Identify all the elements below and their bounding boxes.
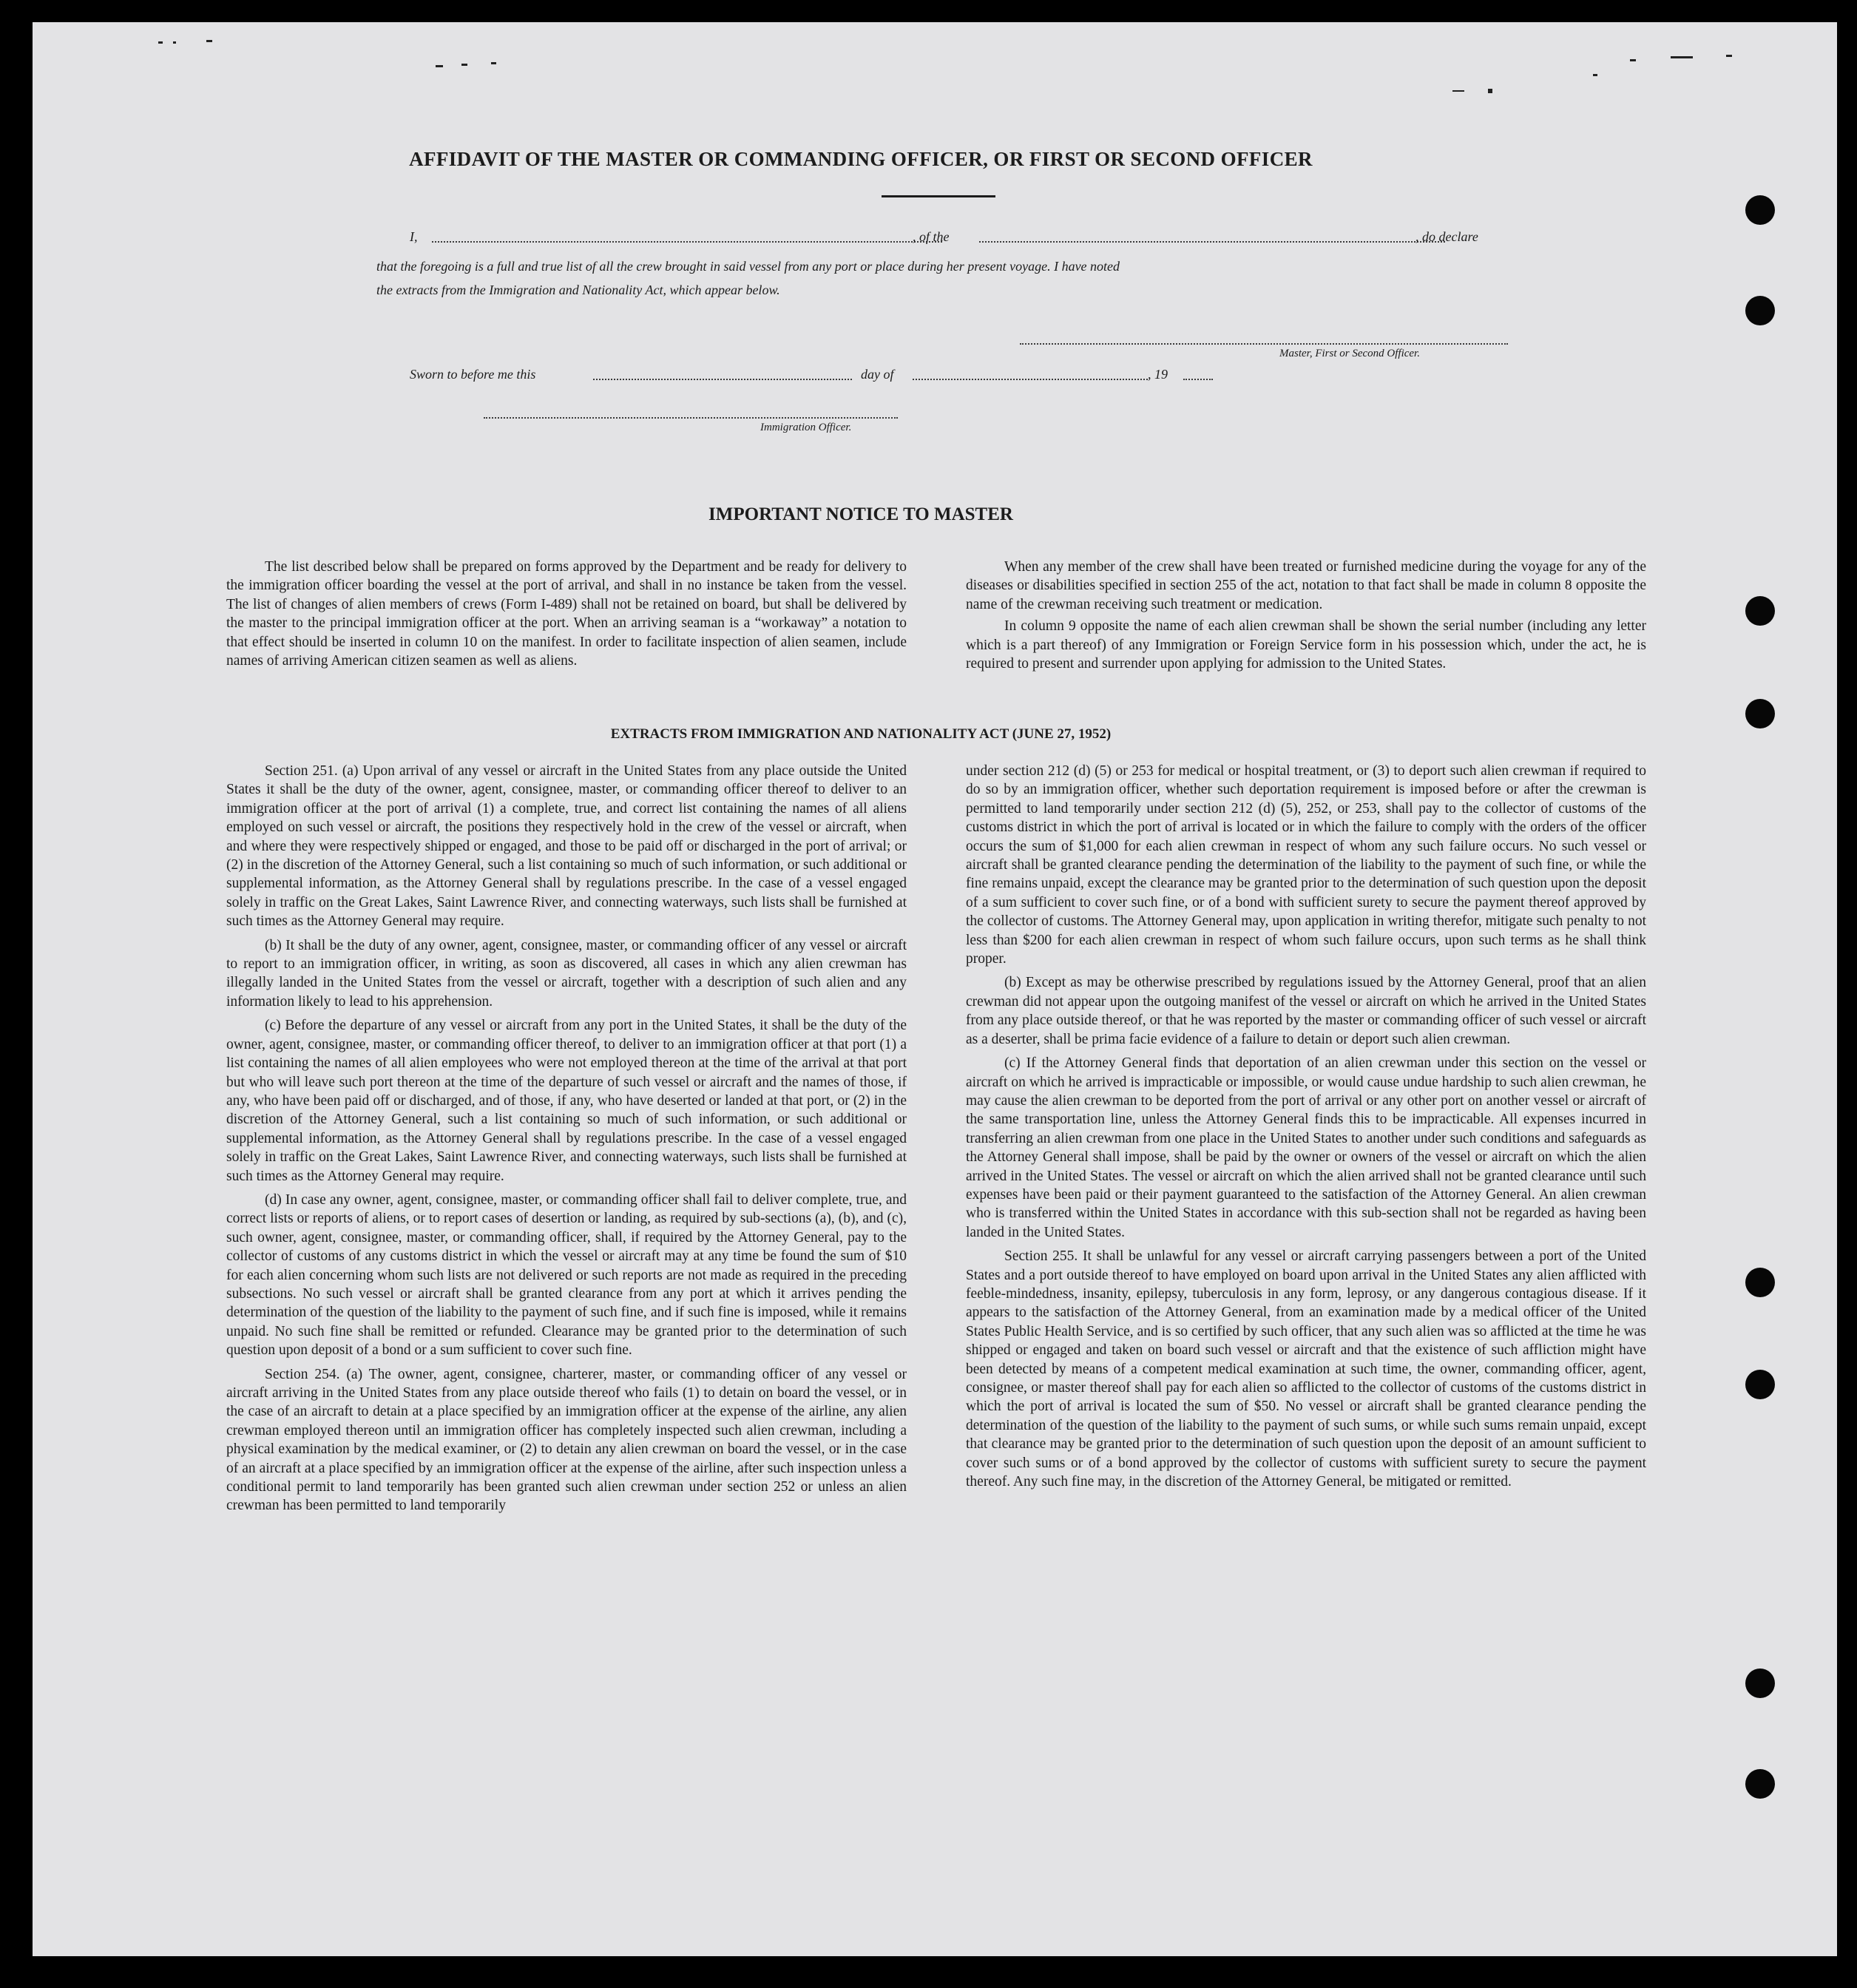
act-section-paragraph: (b) Except as may be otherwise prescribed by regulations issued by the Attorney General, proof that an alien crewman did not appear upon the outgoing manifest of the vessel or aircraft on which he arrived in the United States from any place outside thereof, or that he was reported by the master or commanding officer of such vessel or aircraft as a deserter, shall be prima facie evidence of a failure to detain or deport such alien crewman. <box>966 975 1646 1047</box>
scan-mark <box>1630 59 1636 61</box>
act-section-paragraph: (b) It shall be the duty of any owner, agent, consignee, master, or commanding officer of any vessel or aircraft to report to an immigration officer, in writing, as soon as discovered, all cases in which any alien crewman has illegally landed in the United States from the vessel or aircraft, together with a description of such alien and any information likely to lead to his apprehension. <box>226 937 907 1010</box>
master-signature-caption: Master, First or Second Officer. <box>1279 348 1420 359</box>
punch-hole <box>1745 195 1775 225</box>
scan-mark <box>1671 56 1693 58</box>
sworn-label: Sworn to before me this <box>410 367 536 382</box>
punch-hole <box>1745 699 1775 728</box>
punch-hole <box>1745 1769 1775 1799</box>
punch-hole <box>1745 296 1775 325</box>
vessel-name-line[interactable] <box>979 241 1445 243</box>
document-page <box>33 22 1837 1956</box>
notice-right-column <box>966 558 1646 678</box>
affidavit-title: AFFIDAVIT OF THE MASTER OR COMMANDING OFFICER, OR FIRST OR SECOND OFFICER <box>409 148 1313 170</box>
act-section-paragraph: Section 255. It shall be unlawful for any vessel or aircraft carrying passengers between a port of the United States and a port outside thereof to have employed on board upon arrival in the United States any alien afflicted with feeble-mindedness, insanity, epilepsy, tuberculosis in any form, leprosy, or any dangerous contagious disease. If it appears to the satisfaction of the Attorney General, from an examination made by a medical officer of the United States Public Health Service, and is so certified by such officer, that any such alien was so afflicted at the time he was shipped or engaged and taken on board such vessel or aircraft and that the existence of such affliction might have been detected by means of a competent medical examination at such time, the owner, commanding officer, agent, consignee, or master thereof shall pay for each alien so afflicted to the collector of customs of the customs district in which the port of arrival is located the sum of $50. No vessel or aircraft shall be granted clearance pending the determination of the question of the liability to the payment of such sums, or while such sums remain unpaid, except that clearance may be granted prior to the determination of such question upon the deposit of an amount sufficient to cover such sums or of a bond approved by the collector of customs with sufficient surety to secure the payment thereof. Any such fine may, in the discretion of the Attorney General, be mitigated or remitted. <box>966 1248 1646 1490</box>
immigration-officer-signature-line[interactable] <box>484 417 898 419</box>
scan-mark <box>1452 90 1464 92</box>
punch-hole <box>1745 1370 1775 1399</box>
day-of-label: day of <box>861 367 894 382</box>
punch-hole <box>1745 596 1775 626</box>
scan-mark <box>461 64 467 66</box>
act-section-paragraph: under section 212 (d) (5) or 253 for medical or hospital treatment, or (3) to deport such alien crewman if required to do so by an immigration officer, whether such deportation requirement is imposed before or after the crewman is permitted to land temporarily under section 212 (d) (5), 252, or 253, shall pay to the collector of customs of the customs district in which the port of arrival is located or in which the failure to comply with the orders of the officer occurs the sum of $1,000 for each alien crewman in respect of whom any such failure occurs. No such vessel or aircraft shall be granted clearance pending the determination of the liability to the payment of such fine, or while the fine remains unpaid, except the clearance may be granted prior to the determination of such question upon the deposit of a sum sufficient to cover such fine, or of a bond with sufficient surety to secure the payment thereof approved by the collector of customs. The Attorney General may, upon application in writing therefor, mitigate such penalty to not less than $200 for each alien crewman in respect of whom such failure occurs, upon such terms as he shall think proper. <box>966 763 1646 967</box>
affidavit-statement-line-1: that the foregoing is a full and true list of all the crew brought in said vessel from any port or place during her present voyage. I have noted <box>376 259 1120 274</box>
extracts-title: EXTRACTS FROM IMMIGRATION AND NATIONALITY ACT (JUNE 27, 1952) <box>610 726 1112 742</box>
scan-mark <box>1593 74 1597 76</box>
year-label: , 19 <box>1148 367 1168 382</box>
scan-mark <box>206 40 212 42</box>
sworn-month-line[interactable] <box>913 379 1148 380</box>
master-signature-line[interactable] <box>1020 343 1508 345</box>
sworn-year-line[interactable] <box>1183 379 1213 380</box>
act-section-paragraph: Section 251. (a) Upon arrival of any vessel or aircraft in the United States from any place outside the United States it shall be the duty of the owner, agent, consignee, master, or commanding officer thereof to deliver to an immigration officer at the port of arrival (1) a complete, true, and correct list containing the names of all aliens employed on such vessel or aircraft, the positions they respectively hold in the crew of the vessel or aircraft, when and where they were respectively shipped or engaged, and those to be paid off or discharged in the port of arrival; or (2) in the discretion of the Attorney General, such a list containing so much of such information, or such additional or supplemental information, as the Attorney General shall by regulations prescribe. In the case of a vessel engaged solely in traffic on the Great Lakes, Saint Lawrence River, and connecting waterways, such lists shall be furnished at such times as the Attorney General may require. <box>226 763 907 930</box>
scan-mark <box>158 41 163 44</box>
act-section-paragraph: (c) Before the departure of any vessel or aircraft from any port in the United States, it shall be the duty of the owner, agent, consignee, master, or commanding officer thereof, to deliver to an immigration officer at that port (1) a list containing the names of all alien employees who were not employed thereon at the time of the arrival at that port but who will leave such port thereon at the time of the departure of such vessel or aircraft and the names of those, if any, who have been paid off or discharged, and of those, if any, who have deserted or landed at that port, or (2) in the discretion of the Attorney General, such a list containing so much of such information, or such additional or supplemental information, as the Attorney General shall by regulations prescribe. In the case of a vessel engaged solely in traffic on the Great Lakes, Saint Lawrence River, and connecting waterways, such lists shall be furnished at such times as the Attorney General may require. <box>226 1018 907 1184</box>
notice-title: IMPORTANT NOTICE TO MASTER <box>708 504 1013 524</box>
title-divider <box>882 195 995 197</box>
act-section-paragraph: (d) In case any owner, agent, consignee, master, or commanding officer shall fail to deliver complete, true, and correct lists or reports of aliens, or to report cases of desertion or landing, as required by sub-sections (a), (b), and (c), such owner, agent, consignee, master, or commanding officer, shall, if required by the Attorney General, pay to the collector of customs of any customs district in which the vessel or aircraft may at any time be found the sum of $10 for each alien concerning whom such lists are not delivered or such reports are not made as required in the preceding subsections. No such vessel or aircraft shall be granted clearance from any port at which it arrives pending the determination of the question of the liability to the payment of such fine, and if such fine is imposed, while it remains unpaid. No such fine shall be remitted or refunded. Clearance may be granted prior to the determination of such question upon deposit of a bond or a sum sufficient to cover such fine. <box>226 1191 907 1359</box>
sworn-day-line[interactable] <box>593 379 852 380</box>
punch-hole <box>1745 1668 1775 1698</box>
immigration-officer-caption: Immigration Officer. <box>760 422 852 433</box>
of-the-label: , of the <box>913 229 950 244</box>
scan-mark <box>1726 55 1732 57</box>
notice-paragraph: When any member of the crew shall have been treated or furnished medicine during the voyage for any of the diseases or disabilities specified in section 255 of the act, notation to that fact shall be made in column 8 opposite the name of the crewman receiving such treatment or medication. <box>966 559 1646 612</box>
scan-mark <box>1488 89 1492 93</box>
act-section-paragraph: (c) If the Attorney General finds that deportation of an alien crewman under this section on the vessel or aircraft on which he arrived is impracticable or impossible, or would cause undue hardship to such alien crewman, he may cause the alien crewman to be deported from the port of arrival or any other port on another vessel or aircraft of the same transportation line, unless the Attorney General finds this to be impracticable. All expenses incurred in transferring an alien crewman from one place in the United States to another under such conditions and safeguards as the Attorney General shall impose, shall be paid by the owner or owners of the vessel or aircraft on which the alien arrived in the United States. The vessel or aircraft on which the alien arrived shall not be granted clearance until such expenses have been paid or their payment guaranteed to the satisfaction of the Attorney General. An alien crewman who is transferred within the United States in accordance with this sub-section shall not be regarded as having been landed in the United States. <box>966 1055 1646 1240</box>
declarant-label: I, <box>410 229 418 244</box>
extracts-left-column <box>226 762 907 1521</box>
declarant-name-line[interactable] <box>432 241 942 243</box>
scan-mark <box>491 62 496 64</box>
scan-mark <box>436 65 443 67</box>
act-section-paragraph: Section 254. (a) The owner, agent, consignee, charterer, master, or commanding officer of any vessel or aircraft arriving in the United States from any place outside thereof who fails (1) to detain on board the vessel, or in the case of an aircraft to detain at a place specified by an immigration officer at the expense of the airline, any alien crewman employed thereon until an immigration officer has completely inspected such alien crewman, including a physical examination by the medical examiner, or (2) to detain any alien crewman on board the vessel, or in the case of an aircraft at a place specified by an immigration officer at the expense of the airline, after such inspection unless a conditional permit to land temporarily has been granted such alien crewman under section 252 or unless an alien crewman has been permitted to land temporarily <box>226 1366 907 1514</box>
notice-left-column <box>226 558 907 675</box>
do-declare-label: , do declare <box>1415 229 1478 244</box>
notice-paragraph: The list described below shall be prepared on forms approved by the Department and be ready for delivery to the immigration officer boarding the vessel at the port of arrival, and shall in no instance be taken from the vessel. The list of changes of alien members of crews (Form I-489) shall not be retained on board, but shall be delivered by the master to the principal immigration officer at the port. When an arriving seaman is a “workaway” a notation to that effect should be inserted in column 10 on the manifest. In order to facilitate inspection of alien seamen, include names of arriving American citizen seamen as well as aliens. <box>226 559 907 669</box>
extracts-right-column <box>966 762 1646 1496</box>
notice-paragraph: In column 9 opposite the name of each alien crewman shall be shown the serial number (including any letter which is a part thereof) of any Immigration or Foreign Service form in his possession which, under the act, he is required to present and surrender upon applying for admission to the United States. <box>966 618 1646 672</box>
affidavit-statement-line-2: the extracts from the Immigration and Nationality Act, which appear below. <box>376 283 780 297</box>
scan-mark <box>173 41 176 44</box>
punch-hole <box>1745 1268 1775 1297</box>
